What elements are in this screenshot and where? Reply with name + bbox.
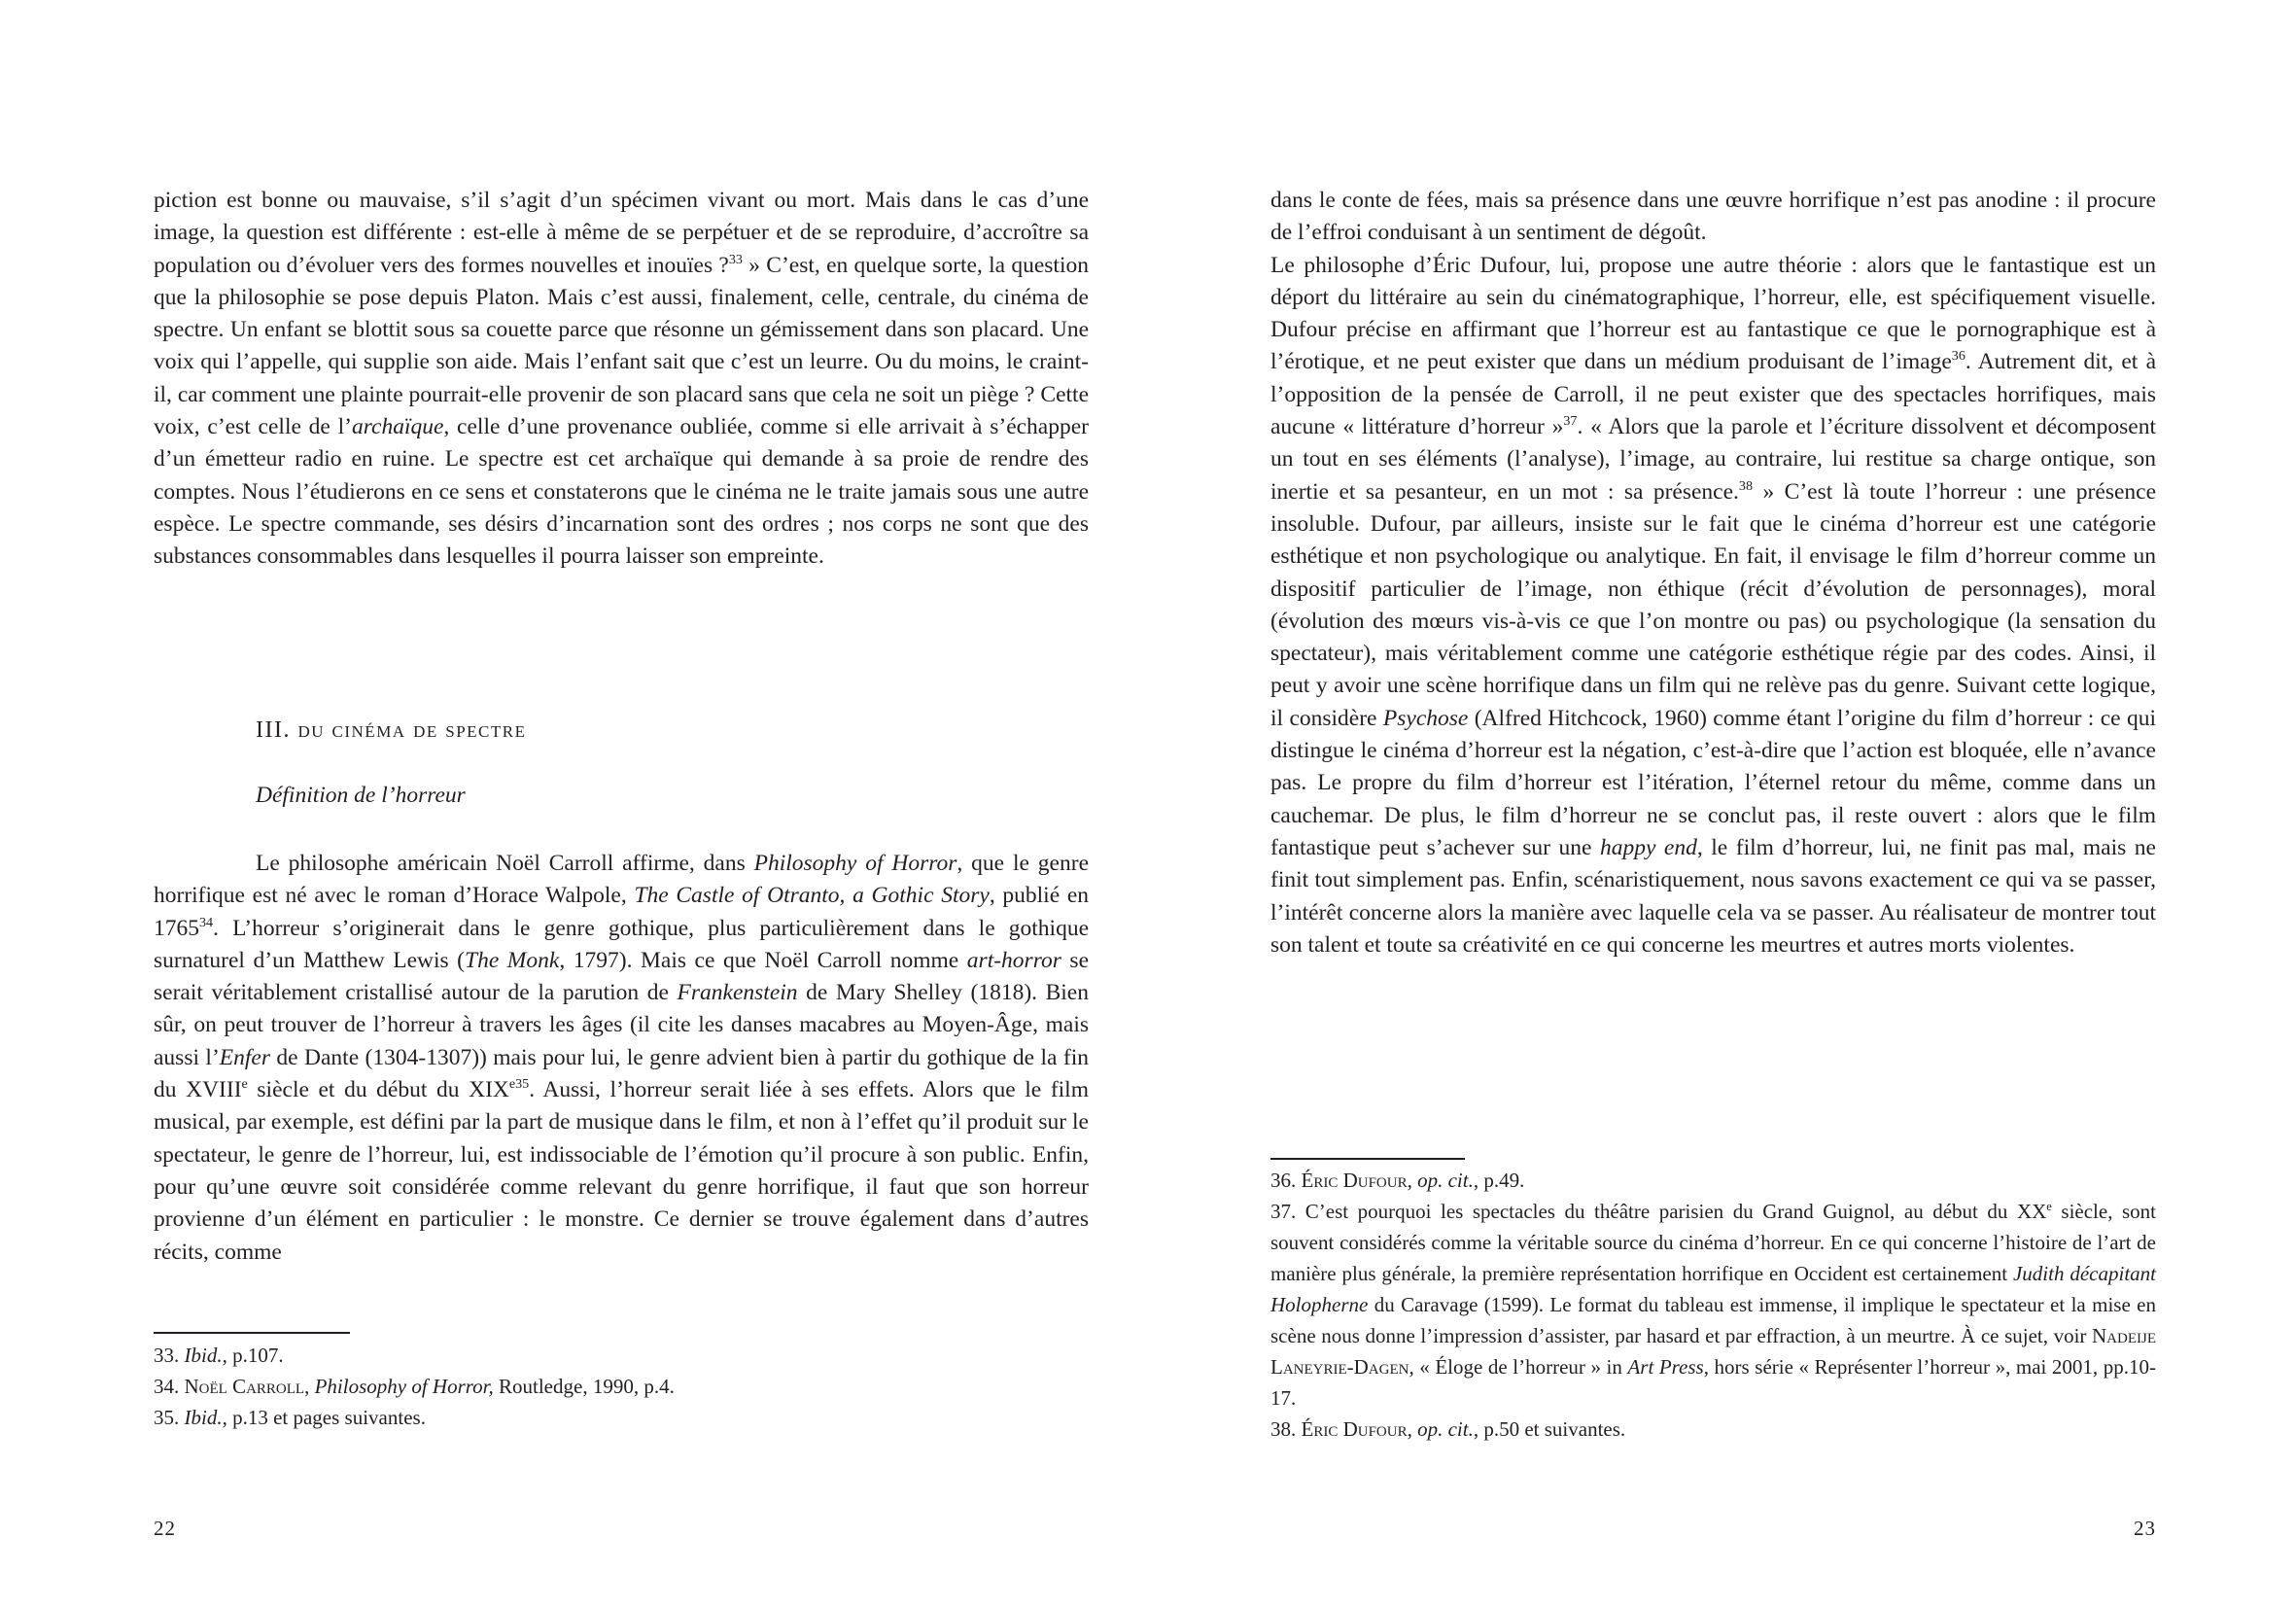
footnote-ref: e35 <box>508 1075 530 1092</box>
text-run: (Alfred Hitchcock, 1960) comme étant l’origine du film d’horreur : ce qui distingue le cinéma d’horreur est la négation, c’est-à-dire que l’action est bloquée, elle n’avance pas. Le propre du film d’horreur est l’itération, l’éternel retour du même, comme dans un cauchemar. De plus, le film d’horreur ne se conclut pas, il reste ouvert : alors que le film fantastique peut s’achever sur une <box>1270 705 2156 860</box>
text-run: Le philosophe d’Éric Dufour, lui, propose une autre théorie : alors que le fantastique est un déport du littéraire au sein du cinématographique, l’horreur, elle, est spécifiquement visuelle. Dufour précise en affirmant que l’horreur est au fantastique ce que le pornographique est à l’érotique, et ne peut exister que dans un médium produisant de l’image <box>1270 252 2156 375</box>
text-run: se serait véritablement cristallisé autour de la parution de <box>154 947 1089 1006</box>
text-run: , que le genre horrifique est né avec le roman d’Horace Walpole, <box>154 851 1089 909</box>
italic-text: The Castle of Otranto, a Gothic Story <box>634 883 990 909</box>
right-paragraph-1 <box>1270 185 2156 250</box>
text-run: » C’est, en quelque sorte, la question que la philosophie se pose depuis Platon. Mais c’est aussi, finalement, celle, centrale, du cinéma de spectre. Un enfant se blottit sous sa couette parce que résonne un gémissement dans son placard. Une voix qui l’appelle, qui supplie son aide. Mais l’enfant sait que c’est un leurre. Ou du moins, le craint-il, car comment une plainte pourrait-elle provenir de son placard sans que cela ne soit un piège ? Cette voix, c’est celle de l’ <box>154 252 1089 440</box>
left-page-column <box>154 185 1089 574</box>
text-run: de Dante (1304-1307)) mais pour lui, le genre advient bien à partir du gothique de la fin du XVIII <box>154 1044 1089 1103</box>
footnote-ref: e <box>241 1075 248 1092</box>
footnote-35 <box>154 1402 1089 1433</box>
text-run: , celle d’une provenance oubliée, comme si elle arrivait à s’échapper d’un émetteur radio en ruine. Le spectre est cet archaïque qui demande à sa proie de rendre des comptes. Nous l’étudierons en ce sens et constaterons que le cinéma ne le traite jamais sous une autre espèce. Le spectre commande, ses désirs d’incarnation sont des ordres ; nos corps ne sont que des substances consommables dans lesquelles il pourra laisser son empreinte. <box>154 414 1089 570</box>
text-run: 33. <box>154 1344 185 1367</box>
italic-text: Ibid. <box>184 1406 223 1429</box>
italic-text: Art Press <box>1627 1355 1704 1379</box>
footnote-ref: 33 <box>728 251 743 267</box>
footnote-rule-left <box>154 1332 350 1334</box>
footnote-34 <box>154 1371 1089 1402</box>
author-name: Noël Carroll <box>184 1375 305 1398</box>
text-run: siècle, sont souvent considérés comme la véritable source du cinéma d’horreur. En ce qui concerne l’histoire de l’art de manière plus générale, la première représentation horrifique en Occident est certainement <box>1270 1200 2156 1285</box>
text-run: 37. C’est pourquoi les spectacles du théâtre parisien du Grand Guignol, au début du XX <box>1270 1200 2047 1223</box>
text-run: dans le conte de fées, mais sa présence dans une œuvre horrifique n’est pas anodine : il procure de l’effroi conduisant à un sentiment de dégoût. <box>1270 188 2156 246</box>
text-run: , le film d’horreur, lui, ne finit pas mal, mais ne finit tout simplement pas. Enfin, scénaristiquement, nous savons exactement ce qui va se passer, l’intérêt concerne alors la manière avec laquelle cela va se passer. Au réalisateur de montrer tout son talent et toute sa créativité en ce qui concerne les meurtres et autres morts violentes. <box>1270 834 2156 958</box>
text-run: , 1797). Mais ce que Noël Carroll nomme <box>559 947 967 973</box>
footnote-rule-right <box>1270 1158 1465 1160</box>
text-run: . Aussi, l’horreur serait liée à ses effets. Alors que le film musical, par exemple, est défini par la part de musique dans le film, et non à l’effet qu’il produit sur le spectateur, le genre de l’horreur, lui, est indissociable de l’émotion qu’il procure à son public. Enfin, pour qu’une œuvre soit considérée comme relevant du genre horrifique, il faut que son horreur provienne d’un élément en particulier : le monstre. Ce dernier se trouve également dans d’autres récits, comme <box>154 1077 1089 1265</box>
section-heading: III. du cinéma de spectre <box>256 717 527 743</box>
italic-text: archaïque <box>351 414 444 440</box>
footnote-ref: e <box>2046 1199 2052 1213</box>
text-run: . Autrement dit, et à l’opposition de la pensée de Carroll, il ne peut exister que des spectacles horrifiques, mais aucune « littérature d’horreur » <box>1270 349 2156 440</box>
italic-text: Frankenstein <box>677 980 798 1006</box>
text-run: siècle et du début du XIX <box>247 1077 509 1103</box>
right-page-column <box>1270 185 2156 961</box>
text-run: . L’horreur s’originerait dans le genre gothique, plus particulièrement dans le gothique surnaturel d’un Matthew Lewis ( <box>154 915 1089 973</box>
italic-text: Psychose <box>1382 705 1469 731</box>
italic-text: The Monk <box>465 947 560 973</box>
footnote-ref: 34 <box>199 914 214 930</box>
footnote-ref: 36 <box>1951 348 1966 365</box>
footnote-33 <box>154 1340 1089 1371</box>
italic-text: Enfer <box>219 1044 270 1070</box>
text-run: . « Alors que la parole et l’écriture dissolvent et décomposent un tout en ses éléments (l’analyse), l’image, au contraire, lui restitue sa charge ontique, son inertie et sa pesanteur, en un mot : sa présence. <box>1270 414 2156 505</box>
author-name: Éric Dufour <box>1301 1169 1408 1192</box>
text-run: piction est bonne ou mauvaise, s’il s’agit d’un spécimen vivant ou mort. Mais dans le cas d’une image, la question est différente : est-elle à même de se perpétuer et de se reproduire, d’accroître sa population ou d’évoluer vers des formes nouvelles et inouïes ? <box>154 188 1089 278</box>
author-name: Éric Dufour <box>1301 1417 1408 1441</box>
text-run: 35. <box>154 1406 185 1429</box>
footnote-38 <box>1270 1414 2156 1445</box>
italic-text: happy end <box>1599 834 1697 860</box>
text-run: , p.49. <box>1473 1169 1525 1192</box>
text-run: , <box>304 1375 315 1398</box>
italic-text: Philosophy of Horror, <box>314 1375 494 1398</box>
left-paragraph-1 <box>154 185 1089 574</box>
text-run: » C’est là toute l’horreur : une présence insoluble. Dufour, par ailleurs, insiste sur le fait que le cinéma d’horreur est une catégorie esthétique et non psychologique ou analytique. En fait, il envisage le film d’horreur comme un dispositif particulier de l’image, non éthique (récit d’évolution de personnages), moral (évolution des mœurs vis-à-vis ce que l’on montre ou pas) ou psychologique (la sensation du spectateur), mais véritablement comme une catégorie esthétique régie par des codes. Ainsi, il peut y avoir une scène horrifique dans un film qui ne relève pas du genre. Suivant cette logique, il considère <box>1270 478 2157 731</box>
author-name: Nadeije Laneyrie-Dagen <box>1270 1324 2156 1379</box>
text-run: 36. <box>1270 1169 1302 1192</box>
footnote-36 <box>1270 1165 2156 1196</box>
footnotes-left <box>154 1340 1089 1433</box>
text-run: , p.107. <box>222 1344 284 1367</box>
italic-text: op. cit. <box>1417 1169 1474 1192</box>
page-number-right: 23 <box>2134 1517 2156 1540</box>
footnote-ref: 38 <box>1738 477 1754 494</box>
text-run: , hors série « Représenter l’horreur », mai 2001, pp.10-17. <box>1270 1355 2156 1410</box>
footnote-37 <box>1270 1196 2156 1414</box>
text-run: , <box>1407 1169 1418 1192</box>
footnote-ref: 37 <box>1563 412 1578 429</box>
text-run: 34. <box>154 1375 185 1398</box>
italic-text: art-horror <box>966 947 1061 973</box>
text-run: Routledge, 1990, p.4. <box>493 1375 675 1398</box>
text-run: Le philosophe américain Noël Carroll affirme, dans <box>256 851 754 876</box>
italic-text: Ibid. <box>184 1344 223 1367</box>
left-paragraph-2 <box>154 848 1089 1269</box>
text-run: du Caravage (1599). Le format du tableau est immense, il implique le spectateur et la mise en scène nous donne l’impression d’assister, par hasard et par effraction, à un meurtre. À ce sujet, voir <box>1270 1293 2156 1347</box>
italic-text: Judith décapitant Holopherne <box>1270 1262 2157 1316</box>
right-paragraph-2 <box>1270 250 2156 962</box>
footnotes-right <box>1270 1165 2156 1445</box>
text-run: , publié en 1765 <box>154 883 1089 941</box>
page-number-left: 22 <box>154 1517 176 1540</box>
italic-text: Philosophy of Horror <box>753 851 957 876</box>
text-run: 38. <box>1270 1417 1302 1441</box>
italic-text: op. cit. <box>1417 1417 1474 1441</box>
text-run: , p.13 et pages suivantes. <box>222 1406 426 1429</box>
text-run: , p.50 et suivantes. <box>1473 1417 1626 1441</box>
text-run: de Mary Shelley (1818). Bien sûr, on peut trouver de l’horreur à travers les âges (il cite les danses macabres au Moyen-Âge, mais aussi l’ <box>154 980 1089 1070</box>
text-run: , <box>1407 1417 1418 1441</box>
subheading: Définition de l’horreur <box>256 783 466 808</box>
text-run: , « Éloge de l’horreur » in <box>1409 1355 1628 1379</box>
